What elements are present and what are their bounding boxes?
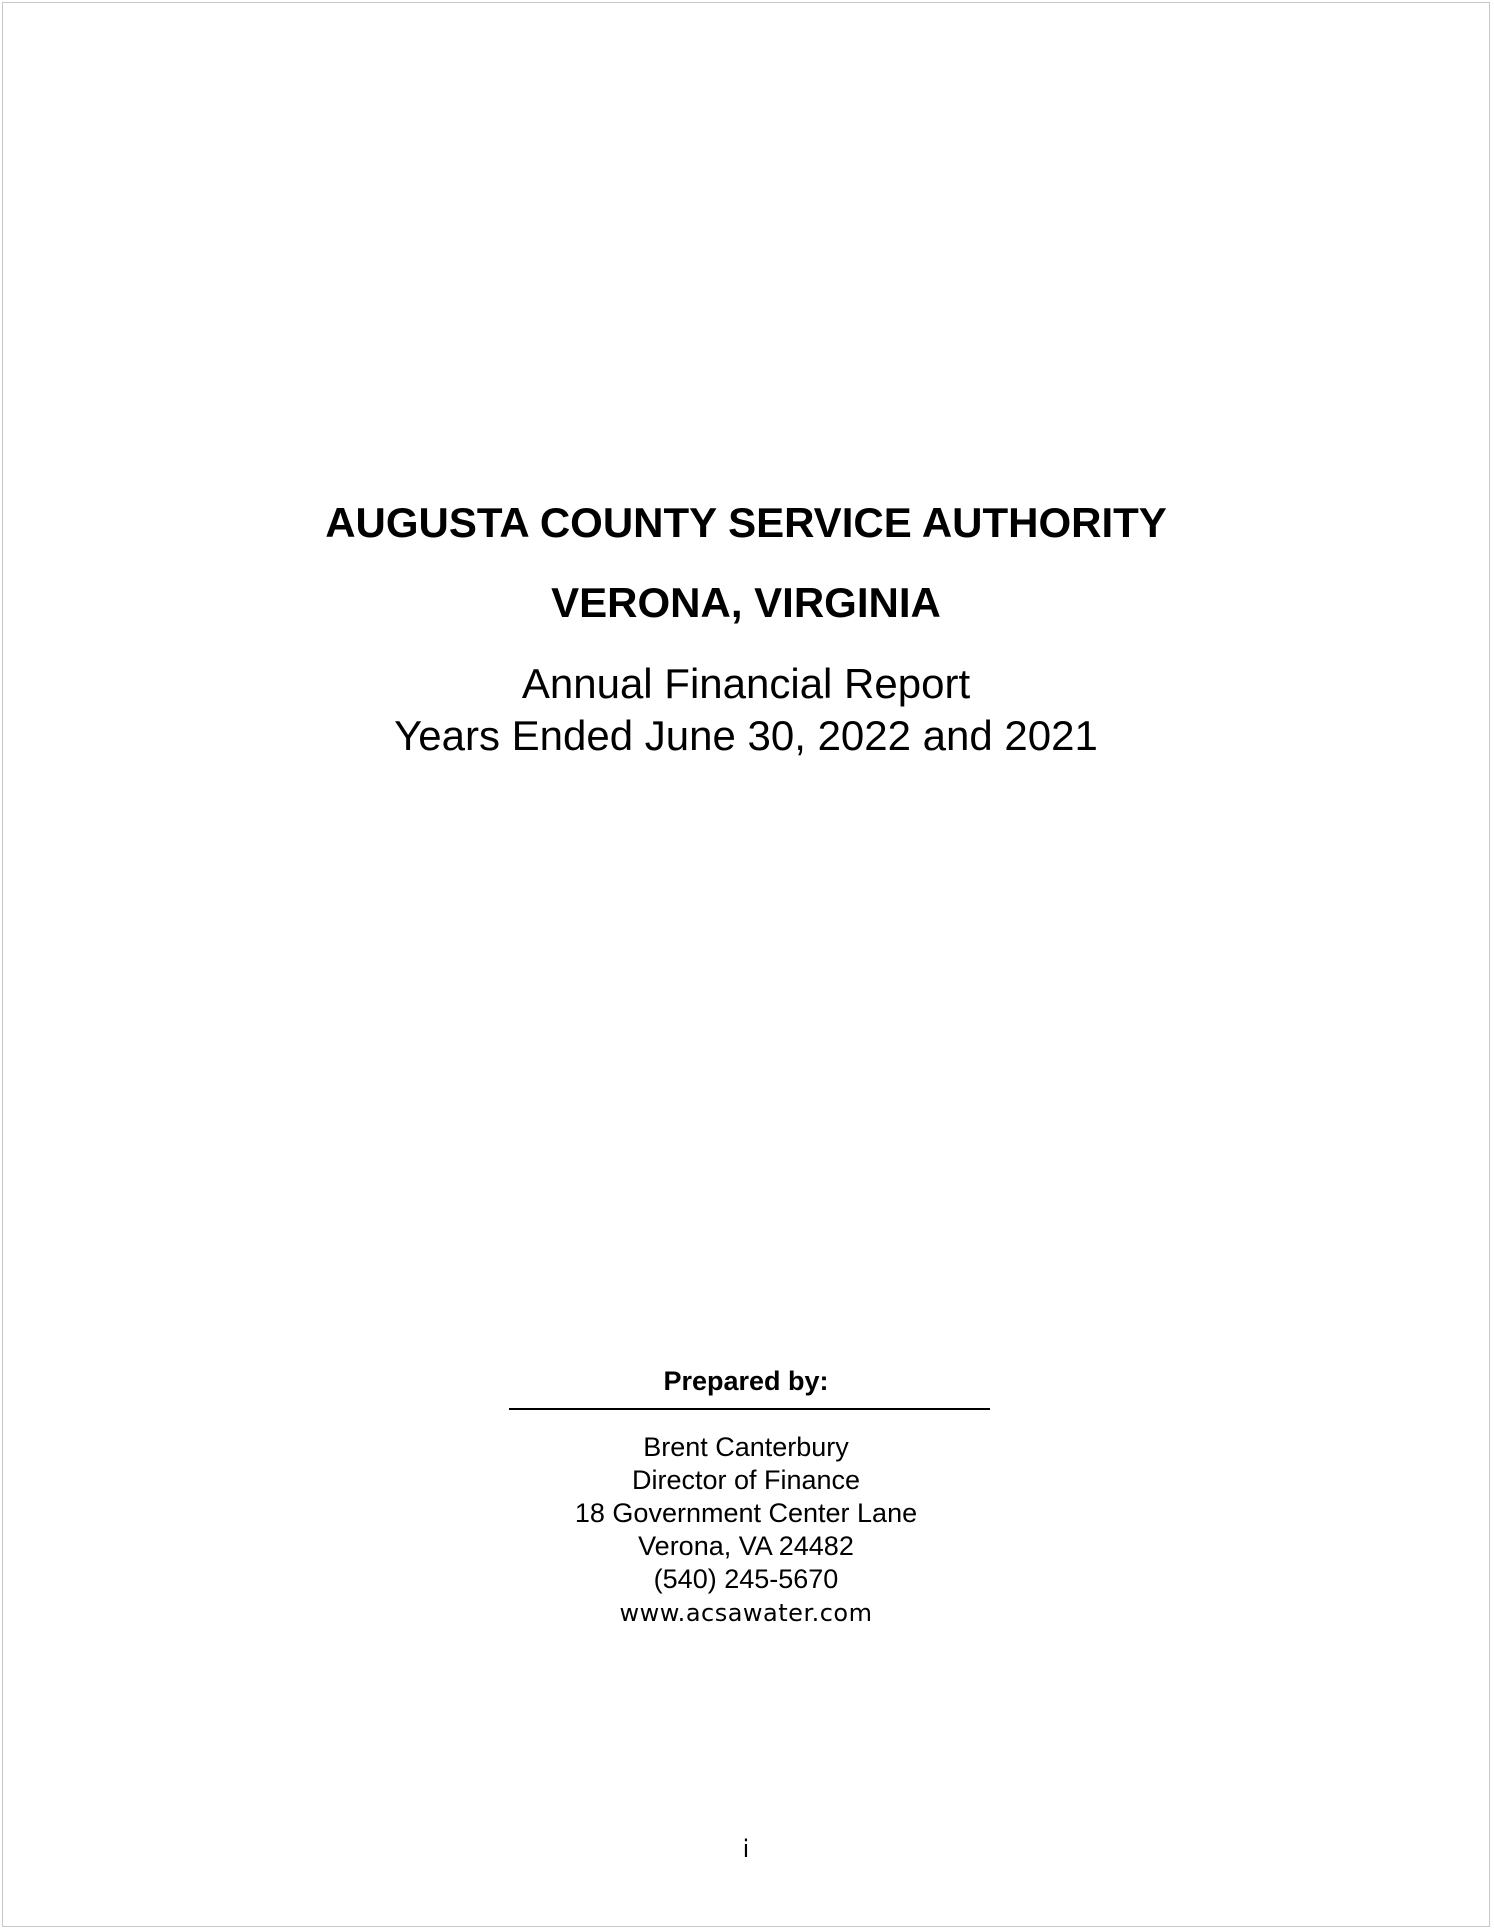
organization-name: AUGUSTA COUNTY SERVICE AUTHORITY — [325, 499, 1167, 546]
preparer-title: Director of Finance — [631, 1465, 861, 1495]
preparer-website: www.acsawater.com — [619, 1599, 873, 1627]
document-page — [2, 2, 1490, 1927]
preparer-phone: (540) 245-5670 — [653, 1564, 839, 1594]
page-number: i — [742, 1835, 750, 1863]
prepared-by-divider — [509, 1408, 990, 1410]
report-title: Annual Financial Report — [521, 660, 971, 707]
preparer-address-line2: Verona, VA 24482 — [638, 1531, 854, 1561]
preparer-address-line1: 18 Government Center Lane — [574, 1498, 918, 1528]
report-period: Years Ended June 30, 2022 and 2021 — [394, 712, 1098, 759]
prepared-by-label: Prepared by: — [663, 1366, 829, 1396]
organization-location: VERONA, VIRGINIA — [551, 579, 941, 626]
preparer-name: Brent Canterbury — [643, 1432, 849, 1462]
